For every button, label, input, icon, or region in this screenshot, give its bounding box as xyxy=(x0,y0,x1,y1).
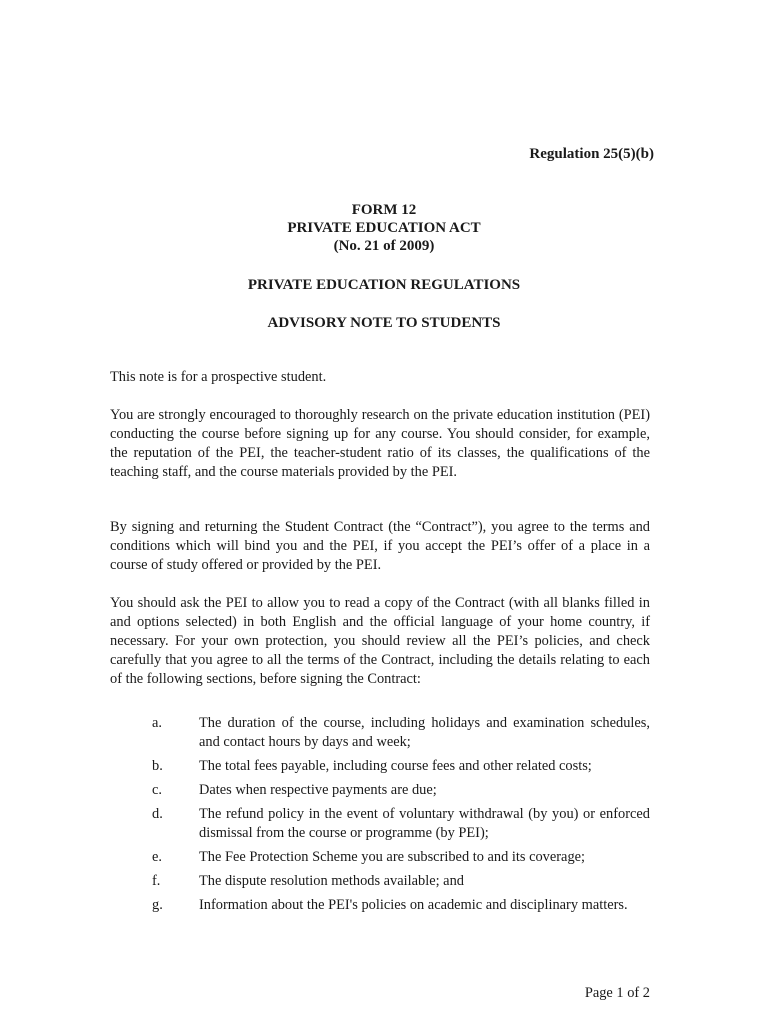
list-item xyxy=(110,872,650,891)
list-item xyxy=(110,805,650,843)
form-heading xyxy=(0,201,768,255)
advisory-note-title: ADVISORY NOTE TO STUDENTS xyxy=(267,315,501,331)
list-item-text: The duration of the course, including holidays and examination schedules, and contact hours by days and week; xyxy=(199,715,650,750)
list-item-text: Information about the PEI's policies on academic and disciplinary matters. xyxy=(199,897,628,913)
contract-sections-list xyxy=(110,714,650,920)
list-item-letter: b. xyxy=(152,758,163,774)
list-item xyxy=(110,757,650,776)
list-item-letter: a. xyxy=(152,715,162,731)
list-item-letter: c. xyxy=(152,782,162,798)
list-item-text: The Fee Protection Scheme you are subscribed to and its coverage; xyxy=(199,849,586,865)
list-item-letter: e. xyxy=(152,849,162,865)
paragraph: This note is for a prospective student. xyxy=(110,369,327,385)
page-number: Page 1 of 2 xyxy=(584,985,650,1001)
list-item-text: The refund policy in the event of voluntary withdrawal (by you) or enforced dismissal from the course or programme (by PEI); xyxy=(199,806,650,841)
list-item xyxy=(110,714,650,752)
paragraph: By signing and returning the Student Contract (the “Contract”), you agree to the terms and conditions which will bind you and the PEI, if you accept the PEI’s offer of a place in a course of study offered or provided by the PEI. xyxy=(110,519,650,573)
act-number: (No. 21 of 2009) xyxy=(333,238,435,254)
paragraph: You are strongly encouraged to thoroughly research on the private education institution (PEI) conducting the course before signing up for any course. You should consider, for example, the reputation of the PEI, the teacher-student ratio of its classes, the qualifications of the teaching staff, and the course materials provided by the PEI. xyxy=(110,407,650,480)
regulations-title: PRIVATE EDUCATION REGULATIONS xyxy=(247,277,521,293)
list-item-text: Dates when respective payments are due; xyxy=(199,782,437,798)
list-item-letter: g. xyxy=(152,897,163,913)
list-item xyxy=(110,896,650,915)
list-item xyxy=(110,848,650,867)
list-item xyxy=(110,781,650,800)
paragraph: You should ask the PEI to allow you to read a copy of the Contract (with all blanks filled in and options selected) in both English and the official language of your home country, if necessary. For your own protection, you should review all the PEI’s policies, and check carefully that you agree to all the terms of the Contract, including the details relating to each of the following sections, before signing the Contract: xyxy=(110,595,650,687)
regulation-reference: Regulation 25(5)(b) xyxy=(529,146,654,162)
list-item-letter: d. xyxy=(152,806,163,822)
form-number: FORM 12 xyxy=(351,202,417,218)
list-item-text: The total fees payable, including course fees and other related costs; xyxy=(199,758,592,774)
list-item-text: The dispute resolution methods available; and xyxy=(199,873,464,889)
act-title: PRIVATE EDUCATION ACT xyxy=(287,220,481,236)
list-item-letter: f. xyxy=(152,873,161,889)
